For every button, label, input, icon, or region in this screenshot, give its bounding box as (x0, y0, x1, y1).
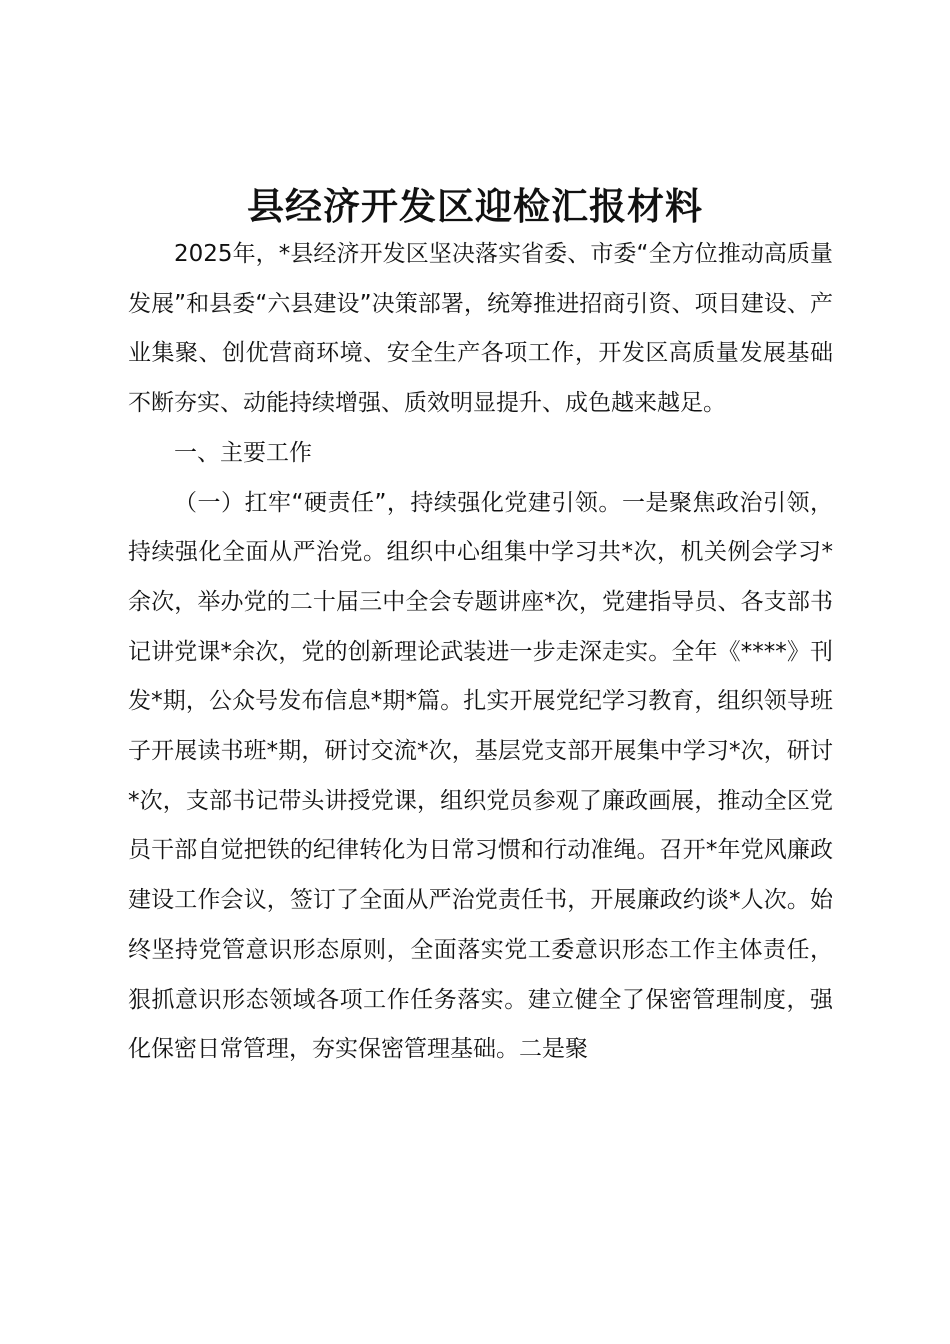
document-body (128, 230, 833, 1075)
intro-paragraph: 2025年，*县经济开发区坚决落实省委、市委“全方位推动高质量发展”和县委“六县建设”决策部署，统筹推进招商引资、项目建设、产业集聚、创优营商环境、安全生产各项工作，开发区高质量发展基础不断夯实、动能持续增强、质效明显提升、成色越来越足。 (128, 241, 833, 417)
document-title: 县经济开发区迎检汇报材料 (247, 184, 703, 228)
section-heading: 一、主要工作 (174, 439, 312, 466)
body-paragraph: （一）扛牢“硬责任”，持续强化党建引领。一是聚焦政治引领，持续强化全面从严治党。组织中心组集中学习共*次，机关例会学习*余次，举办党的二十届三中全会专题讲座*次，党建指导员、各支部书记讲党课*余次，党的创新理论武装进一步走深走实。全年《****》刊发*期，公众号发布信息*期*篇。扎实开展党纪学习教育，组织领导班子开展读书班*期，研讨交流*次，基层党支部开展集中学习*次，研讨*次，支部书记带头讲授党课，组织党员参观了廉政画展，推动全区党员干部自觉把铁的纪律转化为日常习惯和行动准绳。召开*年党风廉政建设工作会议，签订了全面从严治党责任书，开展廉政约谈*人次。始终坚持党管意识形态原则，全面落实党工委意识形态工作主体责任，狠抓意识形态领域各项工作任务落实。建立健全了保密管理制度，强化保密日常管理，夯实保密管理基础。二是聚 (128, 489, 834, 1063)
